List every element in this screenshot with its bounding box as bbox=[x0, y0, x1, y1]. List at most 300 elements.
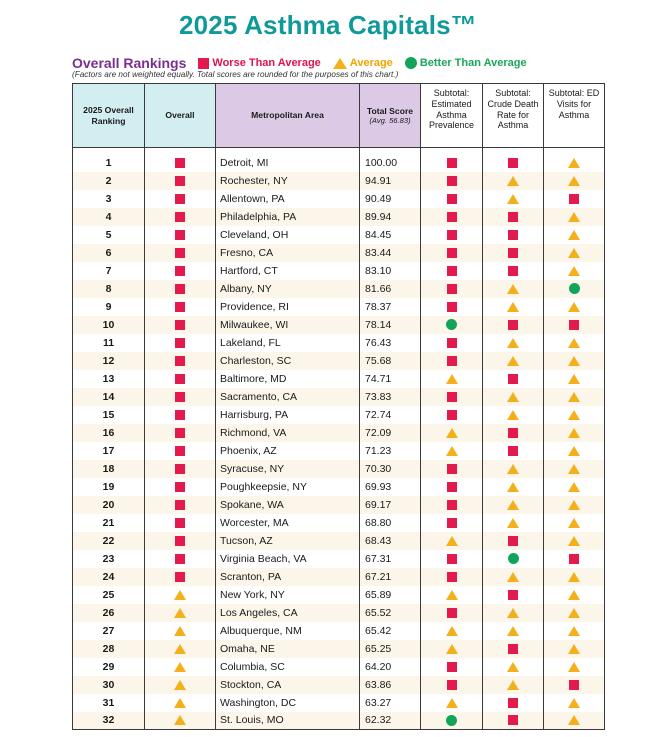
rank-cell: 20 bbox=[73, 496, 145, 514]
table-row bbox=[73, 244, 605, 262]
red-square-icon bbox=[508, 590, 518, 600]
metro-cell: St. Louis, MO bbox=[216, 712, 360, 730]
yellow-triangle-icon bbox=[507, 284, 519, 294]
green-circle-icon bbox=[569, 283, 580, 294]
footnote: (Factors are not weighted equally. Total scores are rounded for the purposes of this chart.) bbox=[72, 70, 399, 79]
red-square-icon bbox=[447, 266, 457, 276]
overall-cell bbox=[145, 172, 216, 190]
table-row bbox=[73, 406, 605, 424]
yellow-triangle-icon bbox=[174, 608, 186, 618]
yellow-triangle-icon bbox=[174, 698, 186, 708]
yellow-triangle-icon bbox=[568, 662, 580, 672]
score-cell: 67.21 bbox=[360, 568, 421, 586]
green-circle-icon bbox=[508, 553, 519, 564]
yellow-triangle-icon bbox=[507, 392, 519, 402]
red-square-icon bbox=[447, 554, 457, 564]
red-square-icon bbox=[508, 536, 518, 546]
metro-cell: Lakeland, FL bbox=[216, 334, 360, 352]
table-row bbox=[73, 604, 605, 622]
red-square-icon bbox=[447, 608, 457, 618]
prevalence-cell bbox=[421, 604, 483, 622]
death-rate-cell bbox=[483, 334, 544, 352]
red-square-icon bbox=[175, 374, 185, 384]
red-square-icon bbox=[447, 302, 457, 312]
death-rate-cell bbox=[483, 190, 544, 208]
table-row bbox=[73, 622, 605, 640]
red-square-icon bbox=[447, 284, 457, 294]
death-rate-cell bbox=[483, 370, 544, 388]
red-square-icon bbox=[508, 248, 518, 258]
death-rate-cell bbox=[483, 460, 544, 478]
yellow-triangle-icon bbox=[333, 58, 347, 69]
red-square-icon bbox=[175, 500, 185, 510]
overall-cell bbox=[145, 370, 216, 388]
rank-cell: 17 bbox=[73, 442, 145, 460]
prevalence-cell bbox=[421, 532, 483, 550]
score-cell: 65.89 bbox=[360, 586, 421, 604]
yellow-triangle-icon bbox=[568, 356, 580, 366]
prevalence-cell bbox=[421, 148, 483, 172]
metro-cell: Phoenix, AZ bbox=[216, 442, 360, 460]
overall-cell bbox=[145, 334, 216, 352]
red-square-icon bbox=[508, 158, 518, 168]
yellow-triangle-icon bbox=[568, 572, 580, 582]
prevalence-cell bbox=[421, 208, 483, 226]
red-square-icon bbox=[508, 374, 518, 384]
red-square-icon bbox=[175, 302, 185, 312]
yellow-triangle-icon bbox=[568, 536, 580, 546]
red-square-icon bbox=[447, 158, 457, 168]
rank-cell: 8 bbox=[73, 280, 145, 298]
overall-cell bbox=[145, 532, 216, 550]
yellow-triangle-icon bbox=[174, 626, 186, 636]
table-row bbox=[73, 694, 605, 712]
rank-cell: 16 bbox=[73, 424, 145, 442]
metro-cell: Los Angeles, CA bbox=[216, 604, 360, 622]
death-rate-cell bbox=[483, 262, 544, 280]
death-rate-cell bbox=[483, 676, 544, 694]
metro-cell: Tucson, AZ bbox=[216, 532, 360, 550]
red-square-icon bbox=[198, 58, 209, 69]
score-cell: 100.00 bbox=[360, 148, 421, 172]
metro-cell: Syracuse, NY bbox=[216, 460, 360, 478]
table-row bbox=[73, 658, 605, 676]
overall-cell bbox=[145, 478, 216, 496]
ed-visits-cell bbox=[544, 172, 605, 190]
prevalence-cell bbox=[421, 424, 483, 442]
death-rate-cell bbox=[483, 352, 544, 370]
yellow-triangle-icon bbox=[446, 698, 458, 708]
overall-cell bbox=[145, 658, 216, 676]
ed-visits-cell bbox=[544, 460, 605, 478]
ed-visits-cell bbox=[544, 316, 605, 334]
ed-visits-cell bbox=[544, 406, 605, 424]
green-circle-icon bbox=[405, 57, 417, 69]
ed-visits-cell bbox=[544, 496, 605, 514]
yellow-triangle-icon bbox=[568, 464, 580, 474]
ed-visits-cell bbox=[544, 604, 605, 622]
ed-visits-cell bbox=[544, 442, 605, 460]
yellow-triangle-icon bbox=[507, 464, 519, 474]
prevalence-cell bbox=[421, 262, 483, 280]
yellow-triangle-icon bbox=[174, 644, 186, 654]
metro-cell: Richmond, VA bbox=[216, 424, 360, 442]
death-rate-cell bbox=[483, 226, 544, 244]
death-rate-cell bbox=[483, 532, 544, 550]
overall-cell bbox=[145, 712, 216, 730]
red-square-icon bbox=[175, 482, 185, 492]
red-square-icon bbox=[175, 554, 185, 564]
yellow-triangle-icon bbox=[446, 374, 458, 384]
red-square-icon bbox=[508, 715, 518, 725]
red-square-icon bbox=[447, 518, 457, 528]
overall-cell bbox=[145, 640, 216, 658]
yellow-triangle-icon bbox=[507, 518, 519, 528]
legend-average bbox=[333, 57, 393, 69]
rank-cell: 7 bbox=[73, 262, 145, 280]
score-cell: 83.44 bbox=[360, 244, 421, 262]
red-square-icon bbox=[175, 410, 185, 420]
ed-visits-cell bbox=[544, 676, 605, 694]
death-rate-cell bbox=[483, 388, 544, 406]
prevalence-cell bbox=[421, 244, 483, 262]
rank-cell: 11 bbox=[73, 334, 145, 352]
overall-cell bbox=[145, 262, 216, 280]
metro-cell: Stockton, CA bbox=[216, 676, 360, 694]
red-square-icon bbox=[569, 194, 579, 204]
red-square-icon bbox=[175, 212, 185, 222]
ed-visits-cell bbox=[544, 298, 605, 316]
header-death-rate: Subtotal: Crude Death Rate for Asthma bbox=[483, 84, 544, 148]
ed-visits-cell bbox=[544, 514, 605, 532]
table-row bbox=[73, 352, 605, 370]
red-square-icon bbox=[569, 320, 579, 330]
death-rate-cell bbox=[483, 298, 544, 316]
rank-cell: 1 bbox=[73, 148, 145, 172]
prevalence-cell bbox=[421, 280, 483, 298]
yellow-triangle-icon bbox=[568, 644, 580, 654]
prevalence-cell bbox=[421, 568, 483, 586]
score-cell: 65.52 bbox=[360, 604, 421, 622]
red-square-icon bbox=[447, 248, 457, 258]
ed-visits-cell bbox=[544, 640, 605, 658]
yellow-triangle-icon bbox=[446, 446, 458, 456]
prevalence-cell bbox=[421, 514, 483, 532]
red-square-icon bbox=[447, 680, 457, 690]
header-score bbox=[360, 84, 421, 148]
rankings-table bbox=[72, 83, 605, 730]
table-row bbox=[73, 226, 605, 244]
overall-cell bbox=[145, 244, 216, 262]
rank-cell: 28 bbox=[73, 640, 145, 658]
yellow-triangle-icon bbox=[568, 374, 580, 384]
yellow-triangle-icon bbox=[507, 680, 519, 690]
table-body bbox=[73, 148, 605, 730]
metro-cell: Columbia, SC bbox=[216, 658, 360, 676]
table-row bbox=[73, 676, 605, 694]
ed-visits-cell bbox=[544, 226, 605, 244]
ed-visits-cell bbox=[544, 568, 605, 586]
red-square-icon bbox=[175, 536, 185, 546]
rank-cell: 30 bbox=[73, 676, 145, 694]
overall-cell bbox=[145, 496, 216, 514]
yellow-triangle-icon bbox=[446, 644, 458, 654]
ed-visits-cell bbox=[544, 622, 605, 640]
metro-cell: Rochester, NY bbox=[216, 172, 360, 190]
death-rate-cell bbox=[483, 172, 544, 190]
ed-visits-cell bbox=[544, 694, 605, 712]
overall-cell bbox=[145, 460, 216, 478]
yellow-triangle-icon bbox=[568, 248, 580, 258]
table-row bbox=[73, 424, 605, 442]
metro-cell: Providence, RI bbox=[216, 298, 360, 316]
yellow-triangle-icon bbox=[568, 518, 580, 528]
score-cell: 90.49 bbox=[360, 190, 421, 208]
red-square-icon bbox=[508, 644, 518, 654]
yellow-triangle-icon bbox=[568, 428, 580, 438]
ed-visits-cell bbox=[544, 532, 605, 550]
red-square-icon bbox=[508, 230, 518, 240]
yellow-triangle-icon bbox=[568, 392, 580, 402]
overall-cell bbox=[145, 148, 216, 172]
yellow-triangle-icon bbox=[507, 176, 519, 186]
prevalence-cell bbox=[421, 658, 483, 676]
ed-visits-cell bbox=[544, 586, 605, 604]
table-row bbox=[73, 316, 605, 334]
yellow-triangle-icon bbox=[568, 715, 580, 725]
red-square-icon bbox=[175, 176, 185, 186]
yellow-triangle-icon bbox=[507, 302, 519, 312]
metro-cell: Washington, DC bbox=[216, 694, 360, 712]
red-square-icon bbox=[447, 662, 457, 672]
score-cell: 67.31 bbox=[360, 550, 421, 568]
prevalence-cell bbox=[421, 676, 483, 694]
prevalence-cell bbox=[421, 460, 483, 478]
table-row bbox=[73, 460, 605, 478]
metro-cell: Poughkeepsie, NY bbox=[216, 478, 360, 496]
red-square-icon bbox=[175, 356, 185, 366]
table-row bbox=[73, 712, 605, 730]
yellow-triangle-icon bbox=[507, 410, 519, 420]
overall-cell bbox=[145, 208, 216, 226]
rank-cell: 21 bbox=[73, 514, 145, 532]
red-square-icon bbox=[508, 698, 518, 708]
score-cell: 69.17 bbox=[360, 496, 421, 514]
prevalence-cell bbox=[421, 442, 483, 460]
overall-cell bbox=[145, 388, 216, 406]
yellow-triangle-icon bbox=[174, 715, 186, 725]
legend-title: Overall Rankings bbox=[72, 55, 187, 71]
metro-cell: Worcester, MA bbox=[216, 514, 360, 532]
death-rate-cell bbox=[483, 514, 544, 532]
ed-visits-cell bbox=[544, 352, 605, 370]
death-rate-cell bbox=[483, 622, 544, 640]
red-square-icon bbox=[447, 482, 457, 492]
overall-cell bbox=[145, 514, 216, 532]
rank-cell: 31 bbox=[73, 694, 145, 712]
prevalence-cell bbox=[421, 586, 483, 604]
yellow-triangle-icon bbox=[568, 212, 580, 222]
red-square-icon bbox=[175, 248, 185, 258]
ed-visits-cell bbox=[544, 208, 605, 226]
rank-cell: 4 bbox=[73, 208, 145, 226]
legend-better-label: Better Than Average bbox=[419, 57, 527, 69]
red-square-icon bbox=[175, 284, 185, 294]
score-cell: 76.43 bbox=[360, 334, 421, 352]
prevalence-cell bbox=[421, 190, 483, 208]
table-row bbox=[73, 568, 605, 586]
yellow-triangle-icon bbox=[568, 266, 580, 276]
score-cell: 64.20 bbox=[360, 658, 421, 676]
yellow-triangle-icon bbox=[568, 338, 580, 348]
yellow-triangle-icon bbox=[507, 500, 519, 510]
metro-cell: Albany, NY bbox=[216, 280, 360, 298]
score-cell: 75.68 bbox=[360, 352, 421, 370]
overall-cell bbox=[145, 604, 216, 622]
table-row bbox=[73, 514, 605, 532]
ed-visits-cell bbox=[544, 712, 605, 730]
header-row bbox=[73, 84, 605, 148]
header-score-avg: (Avg. 56.83) bbox=[369, 116, 411, 126]
red-square-icon bbox=[447, 464, 457, 474]
overall-cell bbox=[145, 442, 216, 460]
table-row bbox=[73, 478, 605, 496]
green-circle-icon bbox=[446, 319, 457, 330]
table-row bbox=[73, 262, 605, 280]
table-row bbox=[73, 586, 605, 604]
yellow-triangle-icon bbox=[446, 428, 458, 438]
rank-cell: 10 bbox=[73, 316, 145, 334]
prevalence-cell bbox=[421, 352, 483, 370]
red-square-icon bbox=[175, 464, 185, 474]
score-cell: 84.45 bbox=[360, 226, 421, 244]
red-square-icon bbox=[508, 212, 518, 222]
prevalence-cell bbox=[421, 334, 483, 352]
rank-cell: 3 bbox=[73, 190, 145, 208]
rank-cell: 19 bbox=[73, 478, 145, 496]
header-prevalence: Subtotal: Estimated Asthma Prevalence bbox=[421, 84, 483, 148]
prevalence-cell bbox=[421, 172, 483, 190]
legend-average-label: Average bbox=[349, 57, 393, 69]
overall-cell bbox=[145, 352, 216, 370]
metro-cell: Sacramento, CA bbox=[216, 388, 360, 406]
overall-cell bbox=[145, 694, 216, 712]
prevalence-cell bbox=[421, 478, 483, 496]
ed-visits-cell bbox=[544, 334, 605, 352]
death-rate-cell bbox=[483, 280, 544, 298]
page-title: 2025 Asthma Capitals™ bbox=[178, 10, 478, 40]
prevalence-cell bbox=[421, 406, 483, 424]
yellow-triangle-icon bbox=[568, 626, 580, 636]
ed-visits-cell bbox=[544, 148, 605, 172]
yellow-triangle-icon bbox=[568, 176, 580, 186]
score-cell: 83.10 bbox=[360, 262, 421, 280]
death-rate-cell bbox=[483, 478, 544, 496]
red-square-icon bbox=[175, 446, 185, 456]
red-square-icon bbox=[447, 212, 457, 222]
rank-cell: 13 bbox=[73, 370, 145, 388]
score-cell: 63.27 bbox=[360, 694, 421, 712]
red-square-icon bbox=[175, 320, 185, 330]
metro-cell: Allentown, PA bbox=[216, 190, 360, 208]
death-rate-cell bbox=[483, 406, 544, 424]
yellow-triangle-icon bbox=[568, 302, 580, 312]
header-score-label: Total Score bbox=[366, 105, 414, 116]
red-square-icon bbox=[175, 266, 185, 276]
death-rate-cell bbox=[483, 586, 544, 604]
overall-cell bbox=[145, 316, 216, 334]
green-circle-icon bbox=[446, 715, 457, 726]
score-cell: 68.43 bbox=[360, 532, 421, 550]
rank-cell: 14 bbox=[73, 388, 145, 406]
table-row bbox=[73, 148, 605, 172]
red-square-icon bbox=[447, 410, 457, 420]
metro-cell: Milwaukee, WI bbox=[216, 316, 360, 334]
yellow-triangle-icon bbox=[507, 572, 519, 582]
ed-visits-cell bbox=[544, 658, 605, 676]
red-square-icon bbox=[508, 320, 518, 330]
metro-cell: Cleveland, OH bbox=[216, 226, 360, 244]
score-cell: 72.74 bbox=[360, 406, 421, 424]
score-cell: 71.23 bbox=[360, 442, 421, 460]
death-rate-cell bbox=[483, 442, 544, 460]
rank-cell: 25 bbox=[73, 586, 145, 604]
red-square-icon bbox=[175, 338, 185, 348]
red-square-icon bbox=[175, 158, 185, 168]
score-cell: 65.42 bbox=[360, 622, 421, 640]
table-row bbox=[73, 280, 605, 298]
score-cell: 73.83 bbox=[360, 388, 421, 406]
legend-worse-label: Worse Than Average bbox=[212, 57, 321, 69]
prevalence-cell bbox=[421, 298, 483, 316]
red-square-icon bbox=[508, 266, 518, 276]
ed-visits-cell bbox=[544, 478, 605, 496]
death-rate-cell bbox=[483, 208, 544, 226]
prevalence-cell bbox=[421, 550, 483, 568]
red-square-icon bbox=[447, 500, 457, 510]
death-rate-cell bbox=[483, 568, 544, 586]
score-cell: 63.86 bbox=[360, 676, 421, 694]
yellow-triangle-icon bbox=[568, 698, 580, 708]
table-row bbox=[73, 640, 605, 658]
red-square-icon bbox=[569, 680, 579, 690]
yellow-triangle-icon bbox=[174, 590, 186, 600]
yellow-triangle-icon bbox=[507, 356, 519, 366]
red-square-icon bbox=[175, 392, 185, 402]
table-row bbox=[73, 496, 605, 514]
red-square-icon bbox=[447, 194, 457, 204]
header-overall: Overall bbox=[145, 84, 216, 148]
table-row bbox=[73, 334, 605, 352]
legend-better bbox=[405, 57, 527, 69]
table-row bbox=[73, 172, 605, 190]
yellow-triangle-icon bbox=[568, 158, 580, 168]
red-square-icon bbox=[447, 572, 457, 582]
table-row bbox=[73, 442, 605, 460]
rank-cell: 23 bbox=[73, 550, 145, 568]
score-cell: 94.91 bbox=[360, 172, 421, 190]
prevalence-cell bbox=[421, 316, 483, 334]
table-row bbox=[73, 208, 605, 226]
ed-visits-cell bbox=[544, 280, 605, 298]
overall-cell bbox=[145, 586, 216, 604]
metro-cell: Fresno, CA bbox=[216, 244, 360, 262]
death-rate-cell bbox=[483, 658, 544, 676]
overall-cell bbox=[145, 280, 216, 298]
header-rank: 2025 Overall Ranking bbox=[73, 84, 145, 148]
yellow-triangle-icon bbox=[568, 410, 580, 420]
death-rate-cell bbox=[483, 712, 544, 730]
